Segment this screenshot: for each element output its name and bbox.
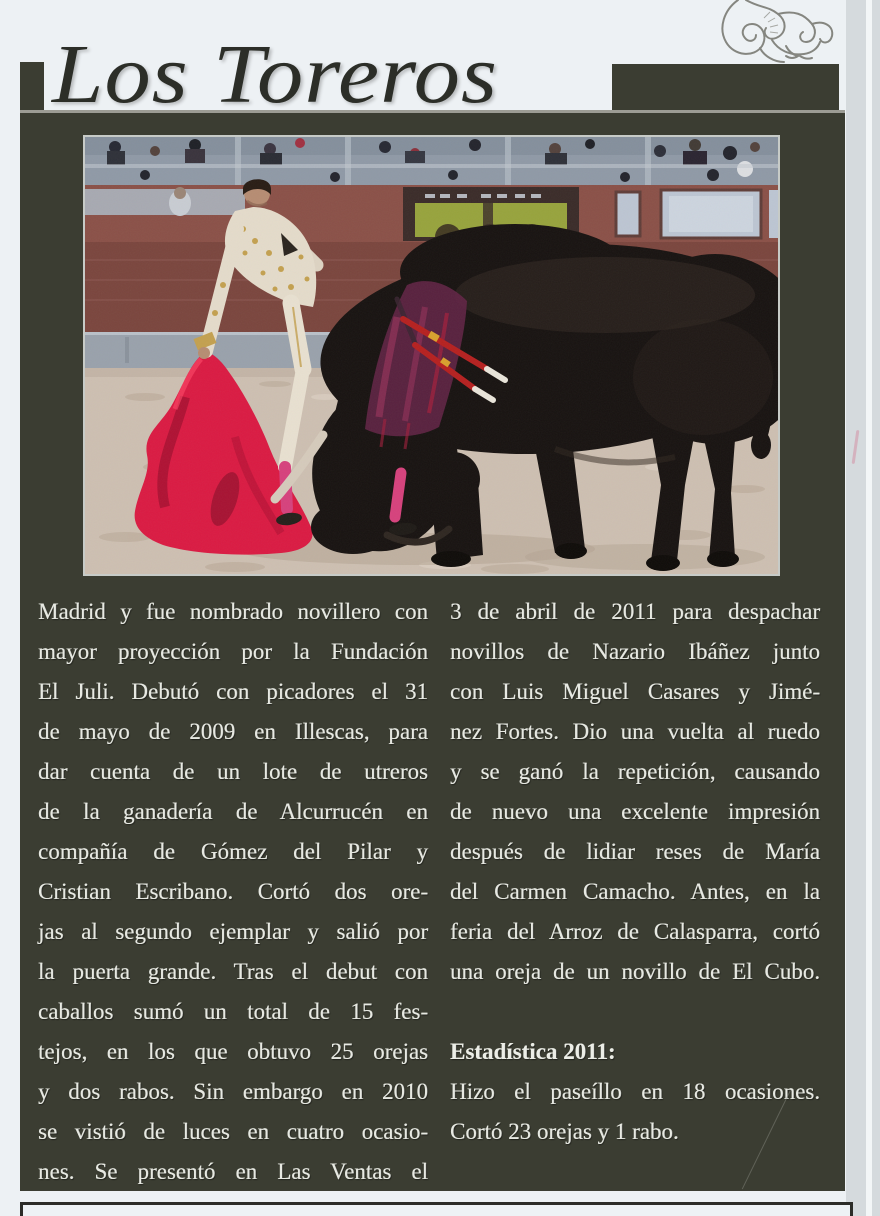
text-line: 3 de abril de 2011 para despachar <box>450 599 820 624</box>
right-column <box>450 592 820 1192</box>
stats-line: Hizo el paseíllo en 18 ocasiones. <box>450 1079 820 1104</box>
text-line: y se ganó la repetición, causando <box>450 759 820 784</box>
text-line: nes. Se presentó en Las Ventas el <box>38 1159 428 1184</box>
text-line: con Luis Miguel Casares y Jimé- <box>450 679 820 704</box>
text-line: de mayo de 2009 en Illescas, para <box>38 719 428 744</box>
panel-title-block <box>612 64 839 114</box>
text-line: de la ganadería de Alcurrucén en <box>38 799 428 824</box>
text-line: tejos, en los que obtuvo 25 orejas <box>38 1039 428 1064</box>
text-line: de nuevo una excelente impresión <box>450 799 820 824</box>
text-line: mayor proyección por la Fundación <box>38 639 428 664</box>
bullfight-photo <box>85 137 778 574</box>
page-title: Los Toreros <box>52 28 499 121</box>
text-line: jas al segundo ejemplar y salió por <box>38 919 428 944</box>
text-line: después de lidiar reses de María <box>450 839 820 864</box>
flourish-ornament-icon <box>716 0 842 69</box>
stats-line: Cortó 23 orejas y 1 rabo. <box>450 1119 679 1144</box>
text-line: una oreja de un novillo de El Cubo. <box>450 959 820 984</box>
text-line: la puerta grande. Tras el debut con <box>38 959 428 984</box>
text-line: compañía de Gómez del Pilar y <box>38 839 428 864</box>
text-line: dar cuenta de un lote de utreros <box>38 759 428 784</box>
article-body <box>38 592 820 1192</box>
page-edge-strip <box>846 0 880 1216</box>
text-line: Madrid y fue nombrado novillero con <box>38 599 428 624</box>
text-line: caballos sumó un total de 15 fes- <box>38 999 428 1024</box>
page-edge-highlight <box>866 0 872 1216</box>
text-line: se vistió de luces en cuatro ocasio- <box>38 1119 428 1144</box>
pink-pen-mark <box>852 430 860 464</box>
stats-heading: Estadística 2011: <box>450 1039 616 1064</box>
text-line: feria del Arroz de Calasparra, cortó <box>450 919 820 944</box>
text-line: nez Fortes. Dio una vuelta al ruedo <box>450 719 820 744</box>
text-line: y dos rabos. Sin embargo en 2010 <box>38 1079 428 1104</box>
text-line: Cristian Escribano. Cortó dos ore- <box>38 879 428 904</box>
next-section-box <box>20 1202 853 1216</box>
text-line: novillos de Nazario Ibáñez junto <box>450 639 820 664</box>
text-line: del Carmen Camacho. Antes, en la <box>450 879 820 904</box>
left-column <box>38 592 428 1192</box>
panel-left-notch <box>20 62 44 114</box>
text-line: El Juli. Debutó con picadores el 31 <box>38 679 428 704</box>
